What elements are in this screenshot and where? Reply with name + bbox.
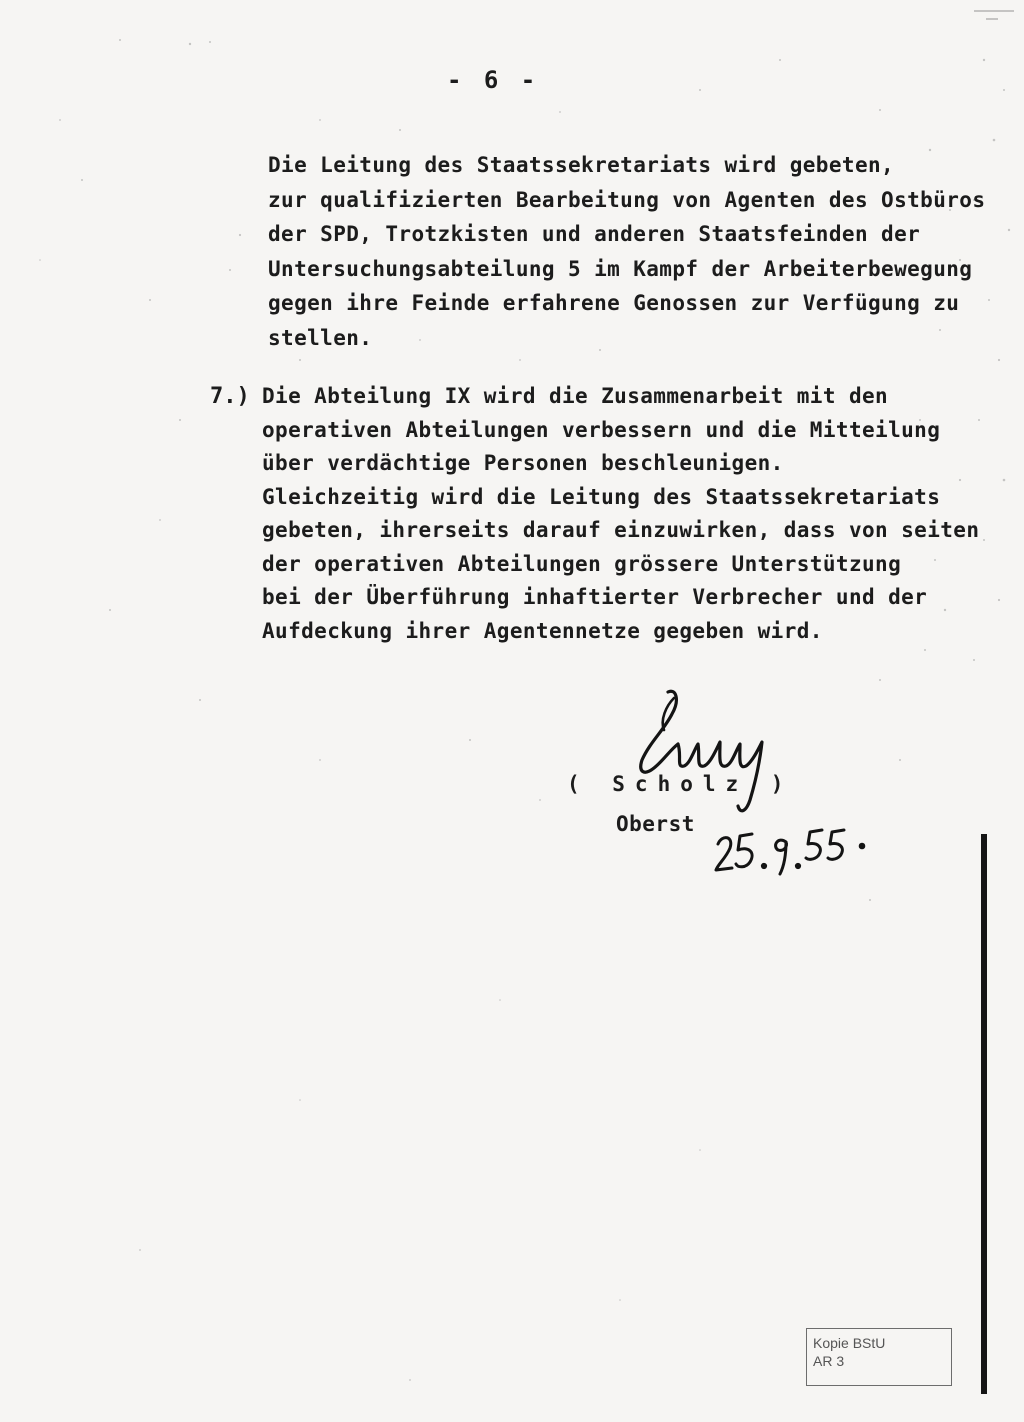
item-line: operativen Abteilungen verbessern und die Mitteilung (262, 417, 941, 442)
scan-edge-line (981, 834, 987, 1394)
item-line: der operativen Abteilungen grössere Unterstützung (262, 551, 902, 576)
signatory-name: ( Scholz ) (567, 772, 794, 796)
paragraph-line: zur qualifizierten Bearbeitung von Agenten des Ostbüros (268, 187, 986, 212)
item-line: Die Abteilung IX wird die Zusammenarbeit mit den (262, 384, 889, 408)
signatory-rank: Oberst (616, 812, 695, 836)
paragraph-line: der SPD, Trotzkisten und anderen Staatsfeinden der (268, 222, 921, 246)
paragraph-line: gegen ihre Feinde erfahrene Genossen zur Verfügung zu (268, 291, 960, 315)
handwritten-signature (620, 680, 800, 820)
item-line: über verdächtige Personen beschleunigen. (262, 451, 784, 475)
paragraph-line: stellen. (268, 325, 373, 350)
item-number: 7.) (210, 384, 250, 409)
item-line: Aufdeckung ihrer Agentennetze gegeben wird. (262, 618, 823, 643)
paragraph-line: Die Leitung des Staatssekretariats wird gebeten, (268, 153, 895, 177)
stamp-line-2: AR 3 (813, 1353, 845, 1369)
item-line: gebeten, ihrerseits darauf einzuwirken, dass von seiten (262, 518, 980, 542)
item-line: Gleichzeitig wird die Leitung des Staatssekretariats (262, 484, 941, 509)
handwritten-date (712, 820, 872, 880)
item-line: bei der Überführung inhaftierter Verbrecher und der (262, 585, 928, 609)
page-number: - 6 - (447, 66, 540, 94)
archive-stamp (806, 1328, 952, 1386)
paragraph-line: Untersuchungsabteilung 5 im Kampf der Arbeiterbewegung (268, 256, 973, 281)
stamp-line-1: Kopie BStU (813, 1335, 886, 1351)
item-body (262, 380, 979, 648)
paragraph-6 (268, 148, 985, 355)
